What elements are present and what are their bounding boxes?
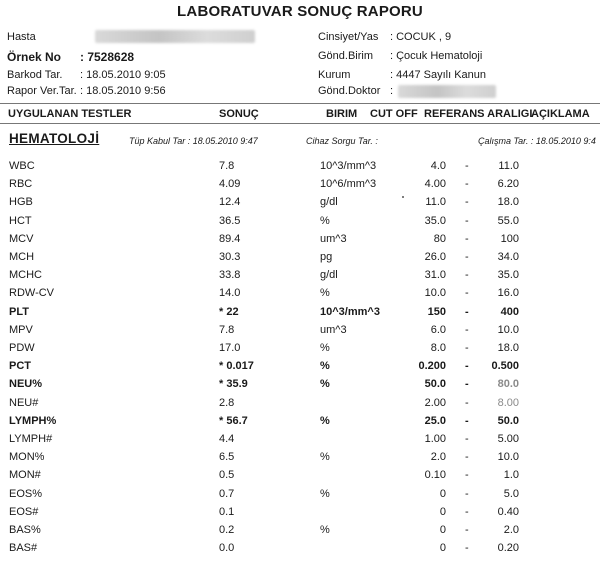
test-value: 36.5	[219, 214, 241, 227]
test-unit: %	[320, 360, 330, 373]
test-unit: %	[320, 378, 330, 391]
ref-low: 25.0	[424, 414, 446, 427]
test-value: 0.2	[219, 524, 235, 536]
table-row	[0, 178, 600, 196]
table-row	[0, 287, 600, 305]
col-reference: REFERANS ARALIGI	[424, 108, 533, 120]
ref-dash: -	[465, 323, 469, 336]
ref-low: 0	[439, 542, 446, 555]
ref-low: 0.200	[418, 360, 446, 373]
test-unit: %	[320, 287, 330, 300]
ref-low: 150	[427, 305, 446, 318]
ref-dash: -	[465, 433, 469, 445]
ref-low: 1.00	[424, 433, 446, 445]
ref-dash: -	[465, 414, 469, 427]
ref-dash: -	[465, 232, 469, 245]
ref-high: 5.0	[503, 487, 519, 500]
test-name: LYMPH%	[9, 414, 57, 427]
ref-high: 10.0	[497, 323, 519, 336]
table-row	[0, 451, 600, 469]
ref-high: 2.0	[503, 524, 519, 536]
ref-dash: -	[465, 524, 469, 536]
ref-low: 0	[439, 487, 446, 500]
column-divider	[0, 123, 600, 124]
test-value: 7.8	[219, 160, 235, 172]
test-unit: %	[320, 524, 330, 536]
test-unit: 10^6/mm^3	[320, 178, 377, 191]
test-value: 4.09	[219, 178, 241, 191]
test-value: 0.7	[219, 487, 235, 500]
test-unit: %	[320, 487, 330, 500]
test-unit: g/dl	[320, 269, 338, 282]
test-value: 17.0	[219, 342, 241, 354]
ref-high: 8.00	[497, 396, 519, 409]
test-unit: um^3	[320, 232, 347, 245]
test-unit: 10^3/mm^3	[320, 160, 377, 172]
ref-high: 34.0	[497, 251, 519, 263]
ref-high: 0.40	[497, 505, 519, 518]
hasta-label: Hasta	[7, 31, 36, 43]
test-value: * 22	[219, 305, 239, 318]
kurum-value: : 4447 Sayılı Kanun	[390, 69, 487, 81]
test-value: 12.4	[219, 196, 241, 209]
table-row	[0, 469, 600, 487]
test-value: 7.8	[219, 323, 235, 336]
birim-value: : Çocuk Hematoloji	[390, 50, 483, 62]
test-name: PDW	[9, 342, 35, 354]
ref-dash: -	[465, 305, 469, 318]
ref-low: 0.10	[424, 469, 446, 482]
rapor-label: Rapor Ver.Tar.	[7, 85, 77, 97]
ornek-label: Örnek No	[7, 50, 62, 64]
ref-dash: -	[465, 505, 469, 518]
test-value: * 0.017	[219, 360, 254, 373]
test-name: MCH	[9, 251, 35, 263]
test-unit: %	[320, 342, 330, 354]
ref-dash: -	[465, 269, 469, 282]
ref-low: 4.00	[424, 178, 446, 191]
test-name: NEU%	[9, 378, 43, 391]
cinsiyet-label: Cinsiyet/Yas	[318, 31, 379, 43]
test-name: LYMPH#	[9, 433, 53, 445]
test-value: * 56.7	[219, 414, 248, 427]
ref-low: 11.0	[425, 196, 446, 209]
ref-high: 10.0	[497, 451, 519, 464]
test-name: RBC	[9, 178, 33, 191]
col-comment: AÇIKLAMA	[531, 108, 590, 120]
test-name: MON#	[9, 469, 41, 482]
test-value: 0.5	[219, 469, 235, 482]
ref-low: 10.0	[424, 287, 446, 300]
col-unit: BIRIM	[326, 108, 358, 120]
ref-dash: -	[465, 196, 469, 209]
ref-dash: -	[465, 542, 469, 555]
test-unit: um^3	[320, 323, 347, 336]
ref-dash: -	[465, 178, 469, 191]
table-row	[0, 433, 600, 451]
table-row	[0, 233, 600, 251]
ref-high: 400	[500, 305, 519, 318]
test-value: 30.3	[219, 251, 241, 263]
test-value: 0.1	[219, 505, 235, 518]
table-row	[0, 542, 600, 560]
col-tests: UYGULANAN TESTLER	[8, 108, 132, 120]
ref-low: 80	[433, 232, 446, 245]
test-name: PCT	[9, 360, 31, 373]
ref-dash: -	[465, 251, 469, 263]
test-name: MCV	[9, 232, 34, 245]
test-name: WBC	[9, 160, 35, 172]
table-row	[0, 360, 600, 378]
test-name: MON%	[9, 451, 45, 464]
ref-dash: -	[465, 469, 469, 482]
test-value: 4.4	[219, 433, 235, 445]
test-value: 89.4	[219, 232, 241, 245]
test-name: BAS#	[9, 542, 38, 555]
cihaz-sorgu-date: Cihaz Sorgu Tar. :	[306, 136, 378, 146]
ref-high: 1.0	[503, 469, 519, 482]
test-unit: g/dl	[320, 196, 338, 209]
table-row	[0, 397, 600, 415]
barkod-label: Barkod Tar.	[7, 69, 63, 81]
test-name: EOS#	[9, 505, 39, 518]
ref-high: 0.20	[497, 542, 519, 555]
tup-kabul-date: Tüp Kabul Tar : 18.05.2010 9:47	[129, 136, 258, 146]
table-row	[0, 215, 600, 233]
ref-low: 6.0	[430, 323, 446, 336]
test-value: 0.0	[219, 542, 235, 555]
ref-low: 31.0	[424, 269, 446, 282]
table-row	[0, 196, 600, 214]
test-name: MCHC	[9, 269, 42, 282]
ref-dash: -	[465, 214, 469, 227]
ref-dash: -	[465, 487, 469, 500]
table-row	[0, 378, 600, 396]
ref-dash: -	[465, 160, 469, 172]
test-unit: %	[320, 214, 330, 227]
col-result: SONUÇ	[219, 108, 259, 120]
table-row	[0, 251, 600, 269]
redacted-doctor-name	[398, 85, 496, 98]
ref-dash: -	[465, 342, 469, 354]
table-row	[0, 160, 600, 178]
test-name: HCT	[9, 214, 32, 227]
test-value: * 35.9	[219, 378, 248, 391]
birim-label: Gönd.Birim	[318, 50, 374, 62]
ref-low: 0	[439, 505, 446, 518]
test-name: RDW-CV	[9, 287, 55, 300]
ref-low: 26.0	[424, 251, 446, 263]
barkod-value: : 18.05.2010 9:05	[80, 69, 166, 81]
ref-high: 16.0	[497, 287, 519, 300]
ref-dash: -	[465, 360, 469, 373]
test-value: 2.8	[219, 396, 235, 409]
ref-low: 4.0	[430, 160, 446, 172]
table-row	[0, 488, 600, 506]
ref-low: 0	[439, 524, 446, 536]
test-name: HGB	[9, 196, 33, 209]
table-row	[0, 506, 600, 524]
ref-high: 80.0	[497, 378, 519, 391]
ref-high: 0.500	[491, 360, 519, 373]
ref-dash: -	[465, 396, 469, 409]
ref-high: 18.0	[497, 196, 519, 209]
test-name: PLT	[9, 305, 29, 318]
kurum-label: Kurum	[318, 69, 351, 81]
cinsiyet-value: : COCUK , 9	[390, 31, 452, 43]
col-cutoff: CUT OFF	[370, 108, 418, 120]
ref-high: 6.20	[497, 178, 519, 191]
ref-low: 8.0	[430, 342, 446, 354]
test-name: NEU#	[9, 396, 39, 409]
test-name: BAS%	[9, 524, 41, 536]
redacted-patient-name	[95, 30, 255, 43]
doktor-value: :	[390, 85, 394, 97]
calisma-date: Çalışma Tar. : 18.05.2010 9:4	[478, 136, 596, 146]
rapor-value: : 18.05.2010 9:56	[80, 85, 166, 97]
ref-dash: -	[465, 287, 469, 300]
test-unit: %	[320, 414, 330, 427]
ref-high: 100	[500, 232, 519, 245]
ref-high: 35.0	[497, 269, 519, 282]
test-unit: pg	[320, 251, 333, 263]
ref-high: 18.0	[497, 342, 519, 354]
table-row	[0, 306, 600, 324]
table-row	[0, 342, 600, 360]
ref-high: 55.0	[497, 214, 519, 227]
ref-low: 50.0	[424, 378, 446, 391]
ref-high: 50.0	[497, 414, 519, 427]
test-unit: 10^3/mm^3	[320, 305, 380, 318]
table-row	[0, 415, 600, 433]
table-row	[0, 269, 600, 287]
table-row	[0, 324, 600, 342]
ref-low: 2.00	[424, 396, 446, 409]
ref-low: 2.0	[430, 451, 446, 464]
table-row	[0, 524, 600, 542]
header-divider	[0, 103, 600, 104]
page-title: LABORATUVAR SONUÇ RAPORU	[177, 3, 423, 20]
test-unit: %	[320, 451, 330, 464]
doktor-label: Gönd.Doktor	[318, 85, 381, 97]
test-value: 33.8	[219, 269, 241, 282]
ref-high: 5.00	[497, 433, 519, 445]
ref-dash: -	[465, 378, 469, 391]
ref-dash: -	[465, 451, 469, 464]
test-name: MPV	[9, 323, 33, 336]
ref-high: 11.0	[498, 160, 519, 172]
test-name: EOS%	[9, 487, 43, 500]
test-value: 6.5	[219, 451, 235, 464]
test-value: 14.0	[219, 287, 241, 300]
ornek-value: : 7528628	[80, 50, 135, 64]
section-title: HEMATOLOJİ	[9, 131, 100, 146]
ref-low: 35.0	[424, 214, 446, 227]
